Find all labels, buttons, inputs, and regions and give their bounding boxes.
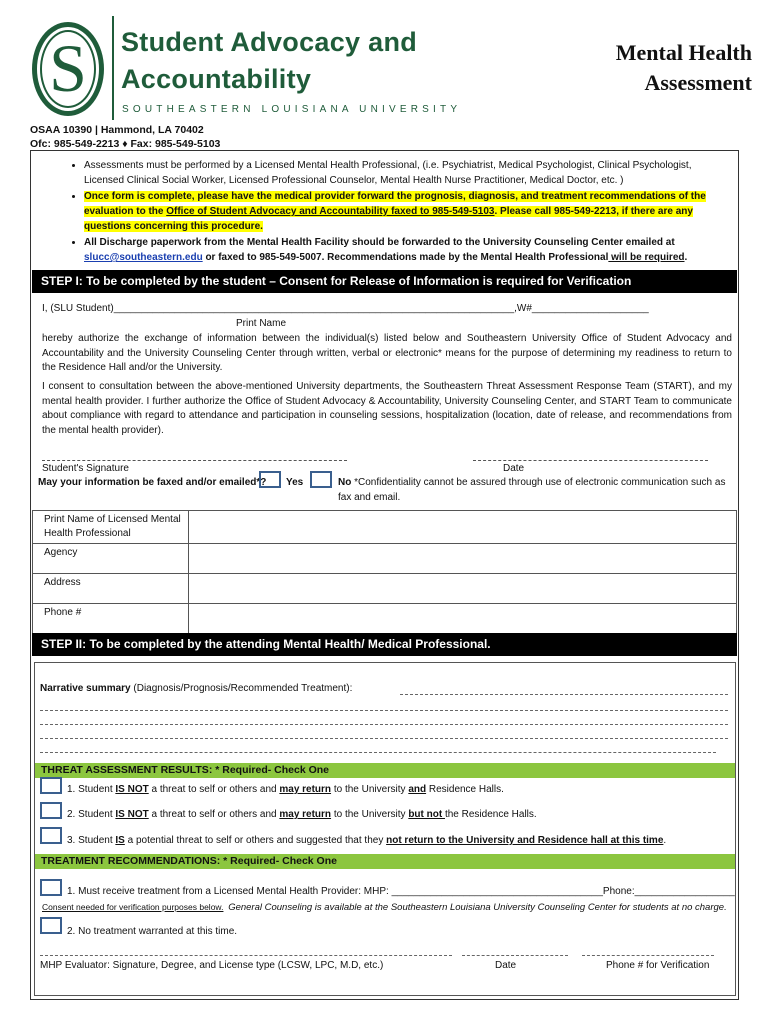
instruction-2-text: Once form is complete, please have the medical provider forward the prognosis, diagnosis, and treatment recommendations of the evaluation to the [84,191,706,217]
provider-table [32,510,737,634]
consent-note [42,900,727,915]
signature-label: Student's Signature [42,463,129,474]
office-address [30,124,220,151]
date-line[interactable] [473,460,708,461]
t3a: 3. Student [67,835,116,846]
instruction-2-highlight [84,191,706,232]
title-line1: Mental Health [615,40,752,65]
treatment2-text: 2. No treatment warranted at this time. [67,926,238,937]
instruction-2 [84,189,732,234]
step1-heading: STEP I: To be completed by the student – Consent for Release of Information is required for Verification [32,270,737,293]
instruction-3 [84,235,732,265]
evaluator-phone-label: Phone # for Verification [606,960,710,971]
t2u1: IS NOT [115,809,149,820]
evaluator-date-line[interactable] [462,955,568,956]
consent-text: I consent to consultation between the above-mentioned University departments, the Southeastern Threat Assessment Response Team (START), and my mental health provider. I further authorize the Office of Student Advocacy & Accountability, University Counseling Center, and START Team to communicate about compliance with regard to attendance and participation in counseling sessions, hospitalization (location, date of release, and recommendations from the mental health provider). [42,381,732,436]
instruction-2-fax: Office of Student Advocacy and Accountability faxed to 985-549-5103 [166,206,495,217]
t1u1: IS NOT [115,784,149,795]
evaluator-date-label: Date [495,960,517,971]
t1a: 1. Student [67,784,116,795]
instruction-1 [84,158,732,188]
threat-heading: THREAT ASSESSMENT RESULTS: * Required- Check One [35,763,735,778]
no-label: No [338,477,352,488]
narrative-line[interactable] [40,710,728,725]
phone-label: Phone # [33,604,189,634]
org-name-line2: Accountability [121,64,312,94]
t1u2: may return [279,784,332,795]
signature-line[interactable] [42,460,347,461]
t3u2: not return to the University and Residence hall at this time [386,835,664,846]
t2c: to the University [331,809,409,820]
t2a: 2. Student [67,809,116,820]
t1u3: and [408,784,427,795]
t1d: Residence Halls. [426,784,504,795]
print-name-label: Print Name [236,318,287,329]
student-name-line[interactable]: I, (SLU Student)________________________________________________________________________,W#_____________________ [42,303,649,314]
instruction-3-text: All Discharge paperwork from the Mental Health Facility should be forwarded to the University Counseling Center emailed at [84,237,675,248]
page-title [616,38,752,98]
phone-field[interactable] [189,604,737,634]
t2u2: may return [279,809,332,820]
treatment1-checkbox[interactable] [40,879,62,896]
t2d: the Residence Halls. [444,809,537,820]
threat2-checkbox[interactable] [40,802,62,819]
narrative-line[interactable] [40,724,728,739]
provider-row [33,604,737,634]
counseling-email-link[interactable]: slucc@southeastern.edu [84,252,203,263]
instruction-3-required: will be required [608,252,685,263]
instruction-2-call: . Please call 985-549-2213, if there are any questions concerning this procedure. [84,206,693,232]
evaluator-signature-line[interactable] [40,955,452,956]
evaluator-label: MHP Evaluator: Signature, Degree, and License type (LCSW, LPC, M.D, etc.) [40,960,384,971]
narrative-line[interactable] [400,694,728,695]
narrative-label: Narrative summary [40,683,131,694]
instructions [40,158,732,266]
narrative-line[interactable] [40,696,728,711]
provider-row [33,574,737,604]
university-logo: S [49,30,87,106]
threat3-checkbox[interactable] [40,827,62,844]
threat1-checkbox[interactable] [40,777,62,794]
authorization-text: hereby authorize the exchange of information between the individual(s) listed below and Southeastern University Office of Student Advocacy and Accountability and the University Counseling Center through written, verbal or electronic* means for the purpose of determining my readiness to return to the Residence Hall and/or the University. [42,333,732,373]
no-checkbox[interactable] [310,471,332,488]
date-label: Date [503,463,525,474]
threat2-text [67,808,537,823]
treatment2-checkbox[interactable] [40,917,62,934]
treatment-heading: TREATMENT RECOMMENDATIONS: * Required- Check One [35,854,735,869]
provider-row [33,511,737,544]
org-name-line1: Student Advocacy and [121,27,418,57]
t2b: a threat to self or others and [148,809,280,820]
t3u1: IS [115,835,125,846]
threat3-text [67,834,666,849]
t2u3: but not [408,809,445,820]
instruction-1-text: Assessments must be performed by a Licensed Mental Health Professional, (i.e. Psychiatrist, Medical Psychologist, Clinical Psychologist, Licensed Clinical Social Worker, Licensed Professional Counselor, Mental Health Nurse Practitioner, Medical Doctor, etc. ) [84,160,692,186]
agency-label: Agency [33,544,189,574]
confidentiality-note [338,476,734,505]
confidentiality-text: *Confidentiality cannot be assured through use of electronic communication such as fax and email. [338,477,726,503]
org-name [121,24,417,98]
t1c: to the University [331,784,409,795]
agency-field[interactable] [189,544,737,574]
provider-name-field[interactable] [189,511,737,544]
provider-name-label: Print Name of Licensed Mental Health Professional [33,511,189,544]
phone-fax-line: Ofc: 985-549-2213 ♦ Fax: 985-549-5103 [30,137,221,150]
narrative-line[interactable] [40,738,716,753]
treatment1-text: 1. Must receive treatment from a Licensed Mental Health Provider: MHP: ______________________________________Phone:__________________ [67,886,735,897]
instruction-3-fax: or faxed to 985-549-5007. Recommendations made by the Mental Health Professional [202,252,609,263]
evaluator-phone-line[interactable] [582,955,714,956]
provider-row [33,544,737,574]
address-line: OSAA 10390 | Hammond, LA 70402 [30,124,204,136]
t1b: a threat to self or others and [148,784,280,795]
yes-label: Yes [286,477,304,488]
instruction-3-end: . [684,252,688,263]
narrative-hint: (Diagnosis/Prognosis/Recommended Treatment): [130,683,353,694]
yes-checkbox[interactable] [259,471,281,488]
step2-heading: STEP II: To be completed by the attending Mental Health/ Medical Professional. [32,633,737,656]
counseling-note: General Counseling is available at the Southeastern Louisiana University Counseling Center for students at no charge. [228,902,727,913]
header-divider [112,16,114,120]
university-name: SOUTHEASTERN LOUISIANA UNIVERSITY [122,104,462,115]
consent-note-text: Consent needed for verification purposes below. [42,902,224,912]
email-question: May your information be faxed and/or emailed*? [38,477,267,488]
title-line2: Assessment [644,70,752,95]
threat1-text [67,783,504,798]
address-label: Address [33,574,189,604]
t3b: a potential threat to self or others and suggested that they [124,835,387,846]
address-field[interactable] [189,574,737,604]
t3c: . [663,835,667,846]
